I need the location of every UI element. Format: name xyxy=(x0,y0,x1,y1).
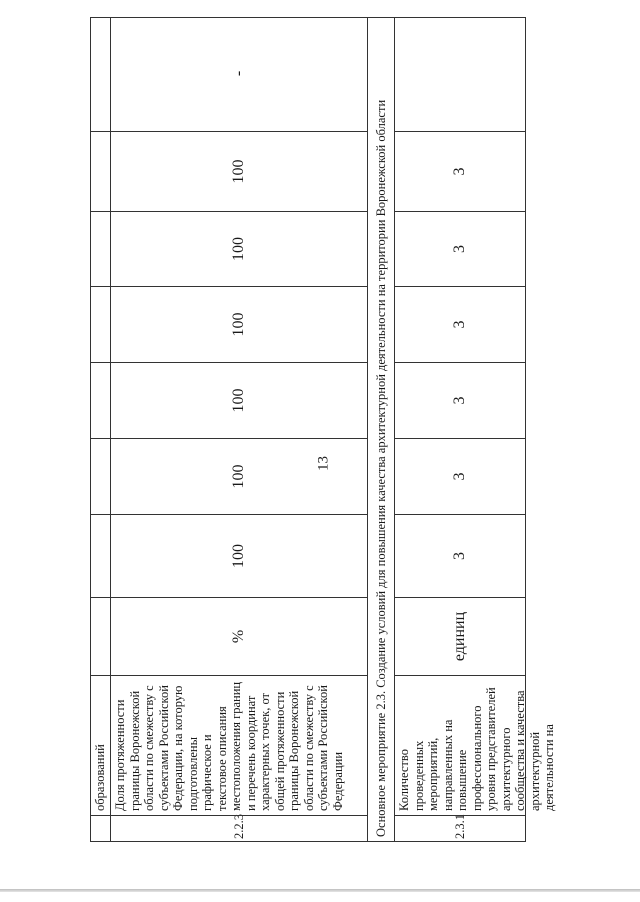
table-cell xyxy=(91,132,110,212)
value-year-4: 100 xyxy=(111,287,367,363)
table-cell xyxy=(91,515,110,598)
unit: % xyxy=(111,598,367,676)
indicator-name: Количество проведенных мероприятий, направленных на повышение профессионального уровня представителей архитектурного сообщества и качества архитектурной деятельности на xyxy=(395,676,525,816)
table-cell xyxy=(91,439,110,515)
table-cell xyxy=(91,363,110,439)
table-cell xyxy=(91,598,110,676)
value-year-5: 100 xyxy=(111,212,367,287)
value-year-2: 3 xyxy=(395,439,525,515)
table-row-2-3-1 xyxy=(394,17,556,842)
indicator-table xyxy=(90,17,556,842)
table-cell xyxy=(91,212,110,287)
value-year-1: 3 xyxy=(395,515,525,598)
value-year-1: 100 xyxy=(111,515,367,598)
row-number: 2.3.1 xyxy=(452,814,467,839)
page-number: 13 xyxy=(315,456,332,471)
table-cell xyxy=(91,816,110,841)
table-cell xyxy=(91,16,110,132)
indicator-name: Доля протяженности границы Воронежской области по смежеству с субъектами Российской Федерации, на которую подготовлены графическое и текстовое описания местоположения границ и перечень координат характерных точек, от общей протяженности границы Воронежской области по смежеству с субъектами Российской Федерации xyxy=(111,676,367,816)
scan-edge-divider xyxy=(0,889,640,892)
continuation-text: образований xyxy=(91,676,110,816)
value-year-4: 3 xyxy=(395,287,525,363)
row-number: 2.2.3 xyxy=(231,814,246,839)
value-year-3: 3 xyxy=(395,363,525,439)
table-row-2-2-3 xyxy=(110,17,367,842)
value-year-7 xyxy=(395,16,525,132)
section-title: Основное мероприятие 2.3. Создание условий для повышения качества архитектурной деятельности на территории Воронежской области xyxy=(374,99,388,837)
value-year-6: 3 xyxy=(395,132,525,212)
value-year-7: - xyxy=(111,16,367,132)
unit: единиц xyxy=(395,598,525,676)
value-year-6: 100 xyxy=(111,132,367,212)
table-cell xyxy=(91,287,110,363)
section-row xyxy=(367,17,394,842)
value-year-2: 100 xyxy=(111,439,367,515)
value-year-3: 100 xyxy=(111,363,367,439)
table-row-header-continuation xyxy=(90,17,110,842)
value-year-5: 3 xyxy=(395,212,525,287)
